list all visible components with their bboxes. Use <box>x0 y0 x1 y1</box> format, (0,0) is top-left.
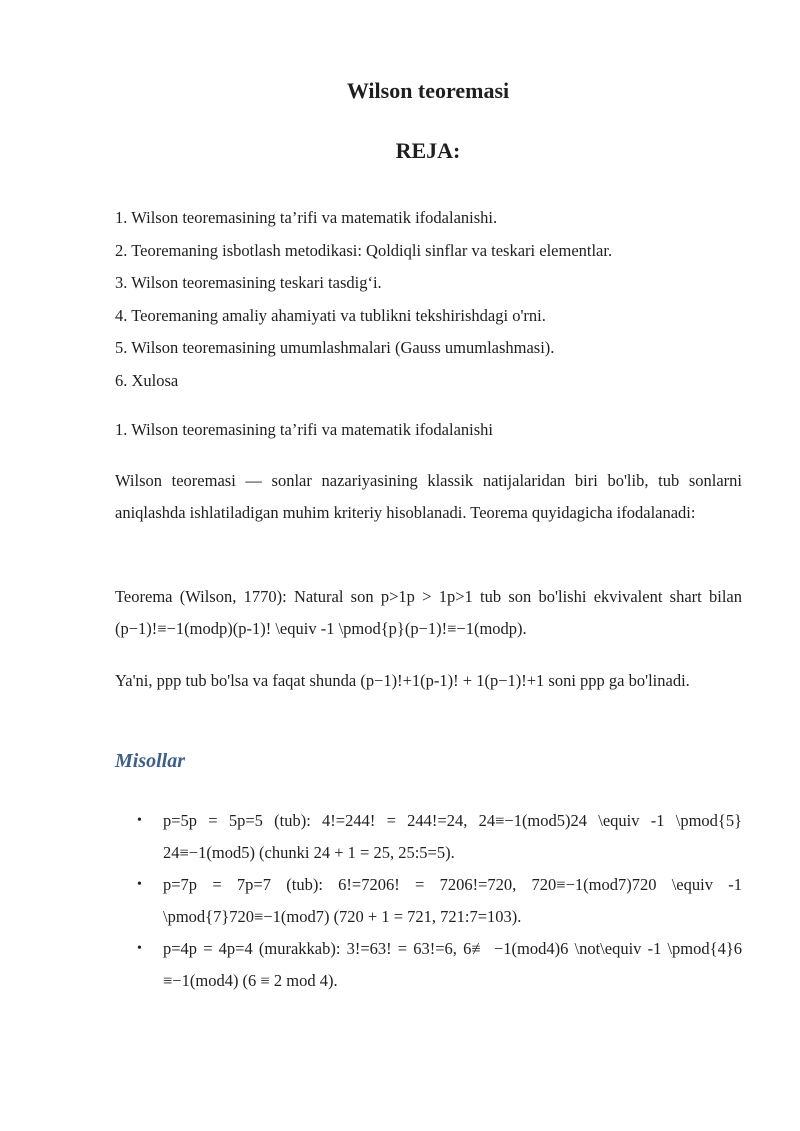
bullet-icon: • <box>137 877 142 892</box>
example-text: p=5p = 5p=5 (tub): 4!=244! = 244!=24, 24≡−1(mod5)24 \equiv -1 \pmod{5} 24≡−1(mod5) (chunki 24 + 1 = 25, 25:5=5). <box>163 811 742 862</box>
plan-item: 4. Teoremaning amaliy ahamiyati va tublikni tekshirishdagi o'rni. <box>115 305 546 325</box>
plan-item: 2. Teoremaning isbotlash metodikasi: Qoldiqli sinflar va teskari elementlar. <box>115 240 613 260</box>
example-text: p=7p = 7p=7 (tub): 6!=7206! = 7206!=720, 720≡−1(mod7)720 \equiv -1 \pmod{7}720≡−1(mod7) (720 + 1 = 721, 721:7=103). <box>163 875 742 926</box>
examples-heading: Misollar <box>115 750 186 772</box>
example-item <box>115 869 742 933</box>
plan-item: 5. Wilson teoremasining umumlashmalari (Gauss umumlashmasi). <box>115 338 555 357</box>
plan-heading: REJA: <box>395 138 461 163</box>
theorem-paragraph: Teorema (Wilson, 1770): Natural son p>1p > 1p>1 tub son bo'lishi ekvivalent shart bilan (p−1)!≡−1(modp)(p-1)! \equiv -1 \pmod{p}(p−1)!≡−1(modp). <box>115 587 742 638</box>
example-item <box>115 805 742 869</box>
intro-paragraph: Wilson teoremasi — sonlar nazariyasining klassik natijalaridan biri bo'lib, tub sonlarni aniqlashda ishlatiladigan muhim kriteriy hisoblanadi. Teorema quyidagicha ifodalanadi: <box>115 471 742 522</box>
bullet-icon: • <box>137 941 142 956</box>
explanation-paragraph: Ya'ni, ppp tub bo'lsa va faqat shunda (p−1)!+1(p-1)! + 1(p−1)!+1 soni ppp ga bo'linadi. <box>115 671 690 690</box>
plan-item: 1. Wilson teoremasining ta’rifi va matematik ifodalanishi. <box>115 208 498 227</box>
bullet-icon: • <box>137 813 142 828</box>
example-item <box>115 933 742 997</box>
plan-item: 6. Xulosa <box>115 370 179 390</box>
examples-list <box>115 805 742 997</box>
example-text: p=4p = 4p=4 (murakkab): 3!=63! = 63!=6, 6≢ −1(mod4)6 \not\equiv -1 \pmod{4}6 ≡−1(mod4) (6 ≡ 2 mod 4). <box>163 939 742 990</box>
plan-item: 3. Wilson teoremasining teskari tasdig‘i. <box>115 273 382 292</box>
document-title: Wilson teoremasi <box>346 78 510 103</box>
plan-list <box>115 202 742 397</box>
section-heading: 1. Wilson teoremasining ta’rifi va matematik ifodalanishi <box>115 420 493 439</box>
